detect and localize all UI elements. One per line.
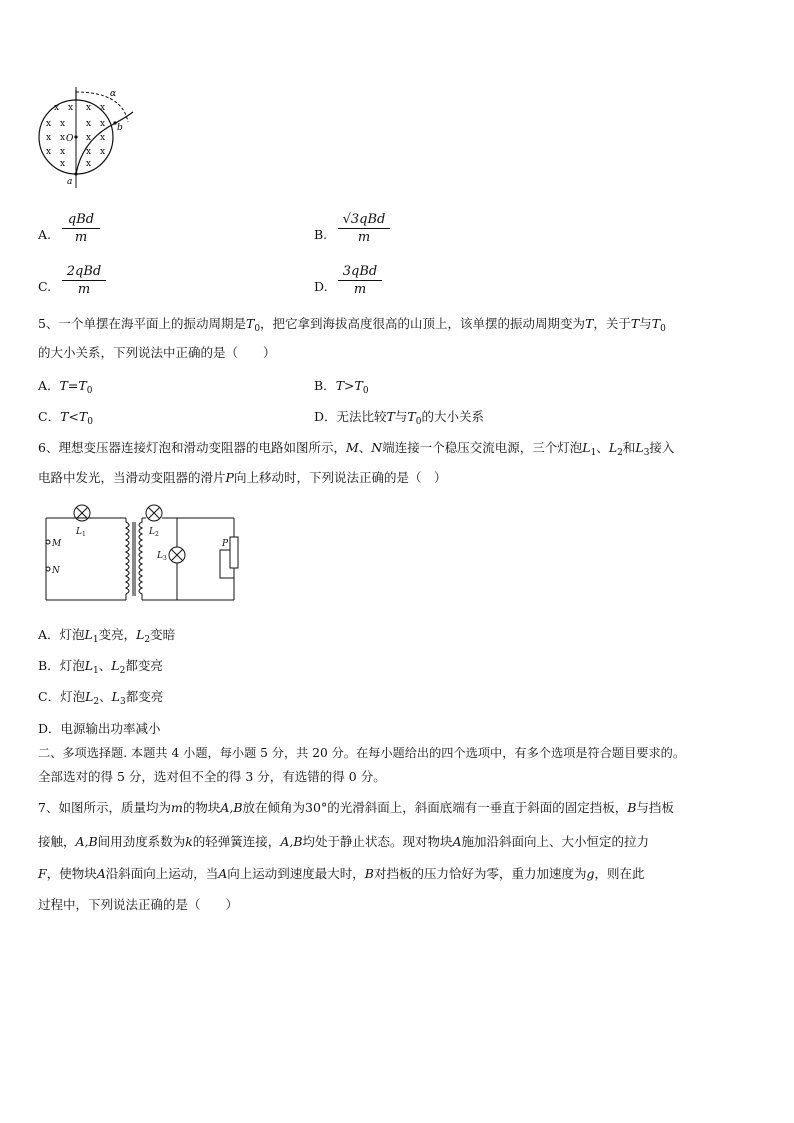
label-b: b (117, 123, 123, 133)
section2-line2: 全部选对的得 5 分，选对但不全的得 3 分，有选错的得 0 分。 (38, 769, 386, 784)
q5-text: 与 (639, 316, 652, 331)
q6-option-text: 灯泡 (59, 658, 85, 673)
field-x-mark: x (54, 103, 60, 113)
q6-option-c-letter: C． (38, 689, 61, 704)
q6-stem-line1: 6、理想变压器连接灯泡和滑动变阻器的电路如图所示，M、N端连接一个稳压交流电源，三个灯泡$L_1$、$L_2$和$L_3$接入 (38, 440, 675, 458)
q6-sub: 3 (643, 448, 650, 458)
q6-option-a-letter: A． (38, 627, 60, 642)
field-x-mark: x (60, 133, 66, 143)
q5-option-a-letter: A． (38, 378, 60, 393)
q6-text: 端连接一个稳压交流电源，三个灯泡 (382, 440, 583, 455)
q7-m: m (170, 800, 183, 815)
q7-stem-line2 (38, 832, 649, 850)
field-x-mark: x (100, 103, 106, 113)
q7-angle: 30° (305, 800, 328, 815)
q6-sub: 1 (590, 448, 597, 458)
q6-N: N (371, 440, 383, 455)
q6-option-d (38, 719, 161, 737)
q5-option-c (38, 407, 93, 427)
terminal-M-label: M (52, 539, 62, 549)
q5-option-a-sub: 0 (86, 386, 93, 396)
q5-option-d-text: 与 (394, 409, 408, 424)
q4-option-a-numerator: qBd (67, 212, 95, 227)
q5-text: 5、一个单摆在海平面上的振动周期是 (38, 316, 246, 331)
q7-stem-line4: 过程中，下列说法正确的是（ ） (38, 897, 239, 912)
q7-AB: A,B (280, 834, 303, 849)
q7-text: ，则在此 (594, 866, 645, 881)
q7-text: 放在倾角为 (242, 800, 306, 815)
q7-stem-line1 (38, 798, 674, 816)
q4-option-b-letter: B. (314, 227, 328, 242)
q6-L: L (84, 627, 93, 642)
q4-option-a-letter: A. (38, 227, 52, 242)
q5-T0: T (651, 316, 661, 331)
q5-option-a-text: T=T (59, 378, 87, 393)
q4-option-c-numerator: 2qBd (66, 264, 102, 279)
q7-g: g (586, 866, 595, 881)
q5-option-c-letter: C． (38, 409, 61, 424)
q5-text: ，把它拿到海拔高度很高的山顶上，该单摆的振动周期变为 (260, 316, 586, 331)
q5-option-b-letter: B． (314, 378, 336, 393)
q5-option-d-text: 的大小关系 (421, 409, 484, 424)
q4-option-b-fraction (338, 212, 390, 245)
q6-L: L (582, 440, 591, 455)
q7-B: B (364, 866, 374, 881)
q4-option-d-fraction (338, 264, 382, 297)
field-x-mark: x (60, 119, 66, 129)
q6-text: 向上移动时，下列说法正确的是（ ） (233, 470, 447, 485)
q7-text: 的物块 (182, 800, 221, 815)
q5-T: T (585, 316, 594, 331)
transformer-circuit-figure (36, 500, 256, 610)
q6-text: 电路中发光，当滑动变阻器的滑片 (38, 470, 226, 485)
q5-T0-sub: 0 (415, 417, 422, 427)
q7-k: k (185, 834, 193, 849)
field-x-mark: x (86, 147, 92, 157)
q7-stem-line3 (38, 864, 645, 882)
q6-sub: 2 (617, 448, 623, 458)
q6-L: L (111, 658, 120, 673)
q5-option-b-text: T>T (335, 378, 363, 393)
q5-option-c-sub: 0 (87, 417, 93, 427)
label-alpha: α (110, 89, 117, 99)
q6-sub: 1 (92, 635, 99, 645)
field-x-mark: x (46, 119, 52, 129)
q7-text: 间用劲度系数为 (97, 834, 186, 849)
q6-option-text: 灯泡 (59, 627, 85, 642)
q6-L: L (84, 658, 94, 673)
q4-option-c-denominator: m (77, 282, 91, 297)
lamp-L3-label: L (157, 551, 163, 561)
field-x-mark: x (100, 119, 106, 129)
q7-text: 施加沿斜面向上、大小恒定的拉力 (461, 834, 650, 849)
q7-text: 向上运动到速度最大时， (227, 866, 365, 881)
field-x-mark: x (86, 103, 92, 113)
q7-B: B (627, 800, 637, 815)
q5-option-a (38, 376, 92, 396)
q6-M: M (345, 440, 359, 455)
q7-A: A (218, 866, 228, 881)
q4-option-d-numerator: 3qBd (342, 264, 378, 279)
q5-option-b (314, 376, 369, 396)
q5-option-d-text: 无法比较 (336, 409, 387, 424)
q6-L: L (136, 627, 145, 642)
lamp-L2-label: L (149, 527, 155, 537)
q5-T0: T (407, 409, 416, 424)
q6-option-b-letter: B． (38, 658, 60, 673)
q6-L: L (635, 440, 644, 455)
q6-text: 和 (622, 440, 636, 455)
q7-text: 与挡板 (636, 800, 674, 815)
field-x-mark: x (100, 133, 106, 143)
lamp-L2-sub: 2 (155, 531, 159, 538)
magnetic-field-figure (30, 82, 150, 192)
q6-sub: 2 (144, 635, 151, 645)
field-x-mark: x (86, 159, 92, 169)
field-x-mark: x (60, 147, 66, 157)
q7-text: 的轻弹簧连接， (192, 834, 281, 849)
q6-sub: 3 (119, 697, 126, 707)
q4-option-a-fraction (62, 212, 100, 245)
q5-T0-sub: 0 (660, 324, 666, 334)
q6-sub: 2 (93, 697, 100, 707)
q7-text: 沿斜面向上运动，当 (105, 866, 219, 881)
q6-text: 接入 (649, 440, 675, 455)
q7-A: A (452, 834, 462, 849)
field-x-mark: x (46, 133, 52, 143)
q6-stem-line2 (38, 468, 446, 486)
q5-text: ，关于 (593, 316, 631, 331)
q6-option-text: 电源输出功率减小 (60, 721, 161, 736)
q5-option-d-letter: D． (314, 409, 337, 424)
q5-stem-line1 (38, 314, 666, 334)
q6-L: L (608, 440, 618, 455)
q6-text: 6、理想变压器连接灯泡和滑动变阻器的电路如图所示， (38, 440, 346, 455)
q7-AB: A,B (75, 834, 98, 849)
q5-option-d (314, 407, 484, 427)
q7-text: 的光滑斜面上，斜面底端有一垂直于斜面的固定挡板， (327, 800, 628, 815)
label-O: O (66, 134, 74, 144)
q5-T0: T (245, 316, 255, 331)
q6-option-text: 、 (99, 689, 112, 704)
q5-stem-line2: 的大小关系，下列说法中正确的是（ ） (38, 345, 276, 360)
q4-option-d-letter: D. (314, 279, 328, 294)
q5-option-c-text: T<T (60, 409, 88, 424)
q4-option-c-fraction (62, 264, 106, 297)
q6-P: P (225, 470, 234, 485)
q4-option-a-denominator: m (74, 230, 88, 245)
q6-sub: 2 (119, 666, 126, 676)
q7-text: 7、如图所示，质量均为 (38, 800, 171, 815)
q4-option-d-denominator: m (353, 282, 367, 297)
q6-option-b (38, 656, 163, 676)
q6-option-text: 都变亮 (125, 658, 163, 673)
q7-text: ，使物块 (46, 866, 97, 881)
q6-L: L (111, 689, 120, 704)
q4-option-c-letter: C. (38, 279, 52, 294)
q6-option-text: 、 (98, 658, 112, 673)
section2-line1: 二、多项选择题. 本题共 4 小题，每小题 5 分，共 20 分。在每小题给出的四个选项中，有多个选项是符合题目要求的。 (38, 746, 686, 760)
lamp-L1-label: L (76, 527, 82, 537)
field-x-mark: x (68, 103, 74, 113)
q6-L: L (85, 689, 94, 704)
label-a: a (67, 177, 73, 187)
q6-option-a (38, 625, 175, 645)
q7-text: 均处于静止状态。现对物块 (302, 834, 453, 849)
slider-P-label: P (222, 539, 229, 549)
q5-T0-sub: 0 (254, 324, 261, 334)
q6-option-c (38, 687, 163, 707)
terminal-N-label: N (52, 566, 60, 576)
q6-sub: 1 (93, 666, 99, 676)
field-x-mark: x (100, 147, 106, 157)
q6-option-d-letter: D． (38, 721, 61, 736)
lamp-L3-sub: 3 (163, 555, 167, 562)
q6-option-text: 变亮， (98, 627, 137, 642)
q7-text: 对挡板的压力恰好为零，重力加速度为 (373, 866, 587, 881)
q6-option-text: 灯泡 (60, 689, 86, 704)
field-x-mark: x (60, 159, 66, 169)
q5-option-b-sub: 0 (362, 386, 369, 396)
field-x-mark: x (86, 133, 92, 143)
q4-option-b-denominator: m (357, 230, 371, 245)
q6-option-text: 都变亮 (125, 689, 164, 704)
q6-option-text: 变暗 (150, 627, 176, 642)
q4-option-b-numerator: √3qBd (342, 212, 386, 227)
q5-T: T (386, 409, 395, 424)
q7-AB: A,B (220, 800, 243, 815)
field-x-mark: x (86, 119, 92, 129)
q7-F: F (38, 866, 47, 881)
lamp-L1-sub: 1 (82, 531, 86, 538)
q5-T: T (630, 316, 640, 331)
q7-A: A (96, 866, 106, 881)
q7-text: 接触， (38, 834, 76, 849)
field-x-mark: x (46, 147, 52, 157)
